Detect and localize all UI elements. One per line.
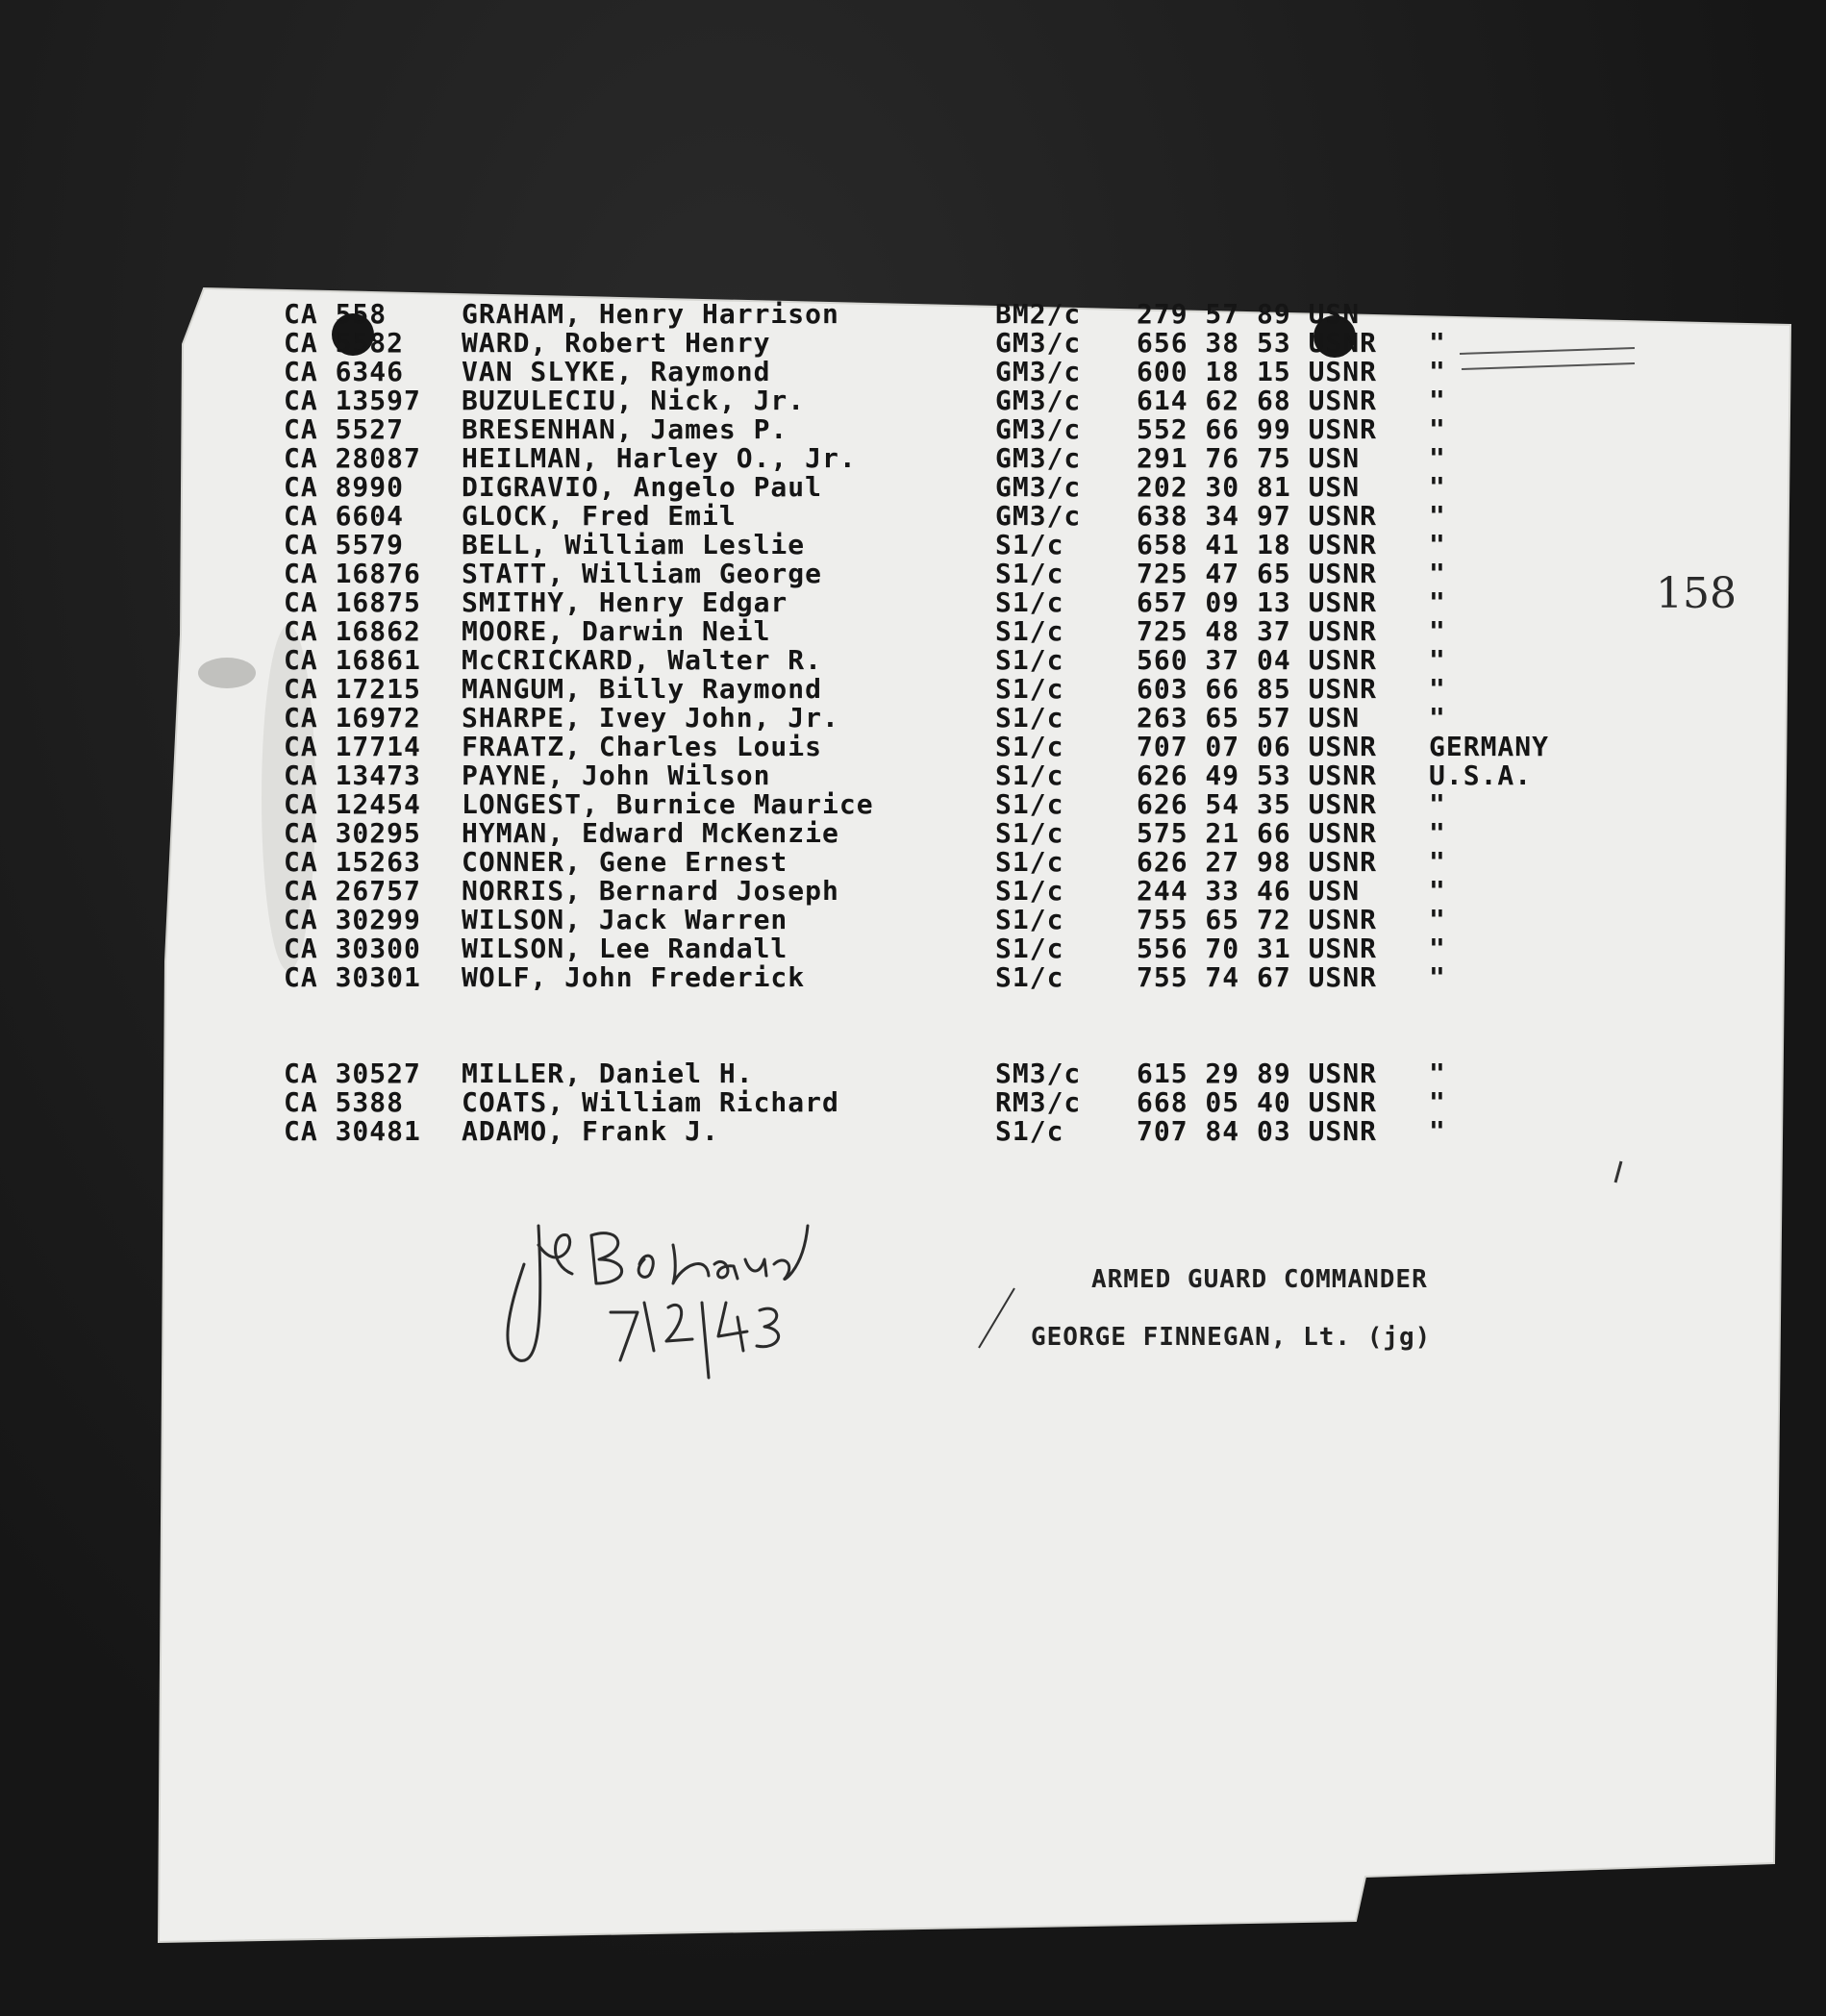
rate: GM3/c bbox=[995, 413, 1082, 445]
destination: " bbox=[1429, 1058, 1446, 1089]
crew-name: NORRIS, Bernard Joseph bbox=[462, 875, 839, 907]
service-number: CA 30299 bbox=[284, 904, 421, 935]
service-number: CA 30527 bbox=[284, 1058, 421, 1089]
crew-name: GLOCK, Fred Emil bbox=[462, 500, 737, 532]
crew-name: MOORE, Darwin Neil bbox=[462, 615, 771, 647]
commander-name: GEORGE FINNEGAN, Lt. (jg) bbox=[1031, 1323, 1432, 1352]
id-number: 291 76 75 USN bbox=[1137, 442, 1361, 474]
id-number: 600 18 15 USNR bbox=[1137, 356, 1378, 387]
destination: U.S.A. bbox=[1429, 759, 1533, 791]
rate: GM3/c bbox=[995, 356, 1082, 387]
service-number: CA 28087 bbox=[284, 442, 421, 474]
service-number: CA 30300 bbox=[284, 933, 421, 964]
id-number: 626 27 98 USNR bbox=[1137, 846, 1378, 878]
rate: S1/c bbox=[995, 615, 1064, 647]
crew-name: ADAMO, Frank J. bbox=[462, 1115, 719, 1147]
service-number: CA 5582 bbox=[284, 327, 405, 359]
id-number: 657 09 13 USNR bbox=[1137, 586, 1378, 618]
rate: S1/c bbox=[995, 702, 1064, 734]
handwritten-signature bbox=[486, 1207, 832, 1380]
rate: S1/c bbox=[995, 673, 1064, 705]
service-number: CA 5579 bbox=[284, 529, 405, 560]
rate: S1/c bbox=[995, 933, 1064, 964]
destination: " bbox=[1429, 615, 1446, 647]
service-number: CA 16875 bbox=[284, 586, 421, 618]
crew-name: SMITHY, Henry Edgar bbox=[462, 586, 788, 618]
id-number: 244 33 46 USN bbox=[1137, 875, 1361, 907]
destination: " bbox=[1429, 1086, 1446, 1118]
id-number: 615 29 89 USNR bbox=[1137, 1058, 1378, 1089]
service-number: CA 12454 bbox=[284, 788, 421, 820]
id-number: 626 49 53 USNR bbox=[1137, 759, 1378, 791]
destination: GERMANY bbox=[1429, 731, 1550, 762]
service-number: CA 5388 bbox=[284, 1086, 405, 1118]
crew-name: WOLF, John Frederick bbox=[462, 961, 806, 993]
rate: S1/c bbox=[995, 788, 1064, 820]
service-number: CA 8990 bbox=[284, 471, 405, 503]
rate: S1/c bbox=[995, 846, 1064, 878]
service-number: CA 16862 bbox=[284, 615, 421, 647]
rate: S1/c bbox=[995, 558, 1064, 589]
destination: " bbox=[1429, 327, 1446, 359]
rate: S1/c bbox=[995, 904, 1064, 935]
destination: " bbox=[1429, 933, 1446, 964]
destination: " bbox=[1429, 442, 1446, 474]
service-number: CA 30295 bbox=[284, 817, 421, 849]
service-number: CA 13597 bbox=[284, 385, 421, 416]
crew-name: LONGEST, Burnice Maurice bbox=[462, 788, 874, 820]
destination: " bbox=[1429, 817, 1446, 849]
crew-name: WARD, Robert Henry bbox=[462, 327, 771, 359]
rate: S1/c bbox=[995, 759, 1064, 791]
crew-name: BELL, William Leslie bbox=[462, 529, 806, 560]
crew-name: McCRICKARD, Walter R. bbox=[462, 644, 823, 676]
service-number: CA 30301 bbox=[284, 961, 421, 993]
rate: GM3/c bbox=[995, 500, 1082, 532]
id-number: 560 37 04 USNR bbox=[1137, 644, 1378, 676]
rate: BM2/c bbox=[995, 298, 1082, 330]
id-number: 263 65 57 USN bbox=[1137, 702, 1361, 734]
service-number: CA 16972 bbox=[284, 702, 421, 734]
crew-name: CONNER, Gene Ernest bbox=[462, 846, 788, 878]
id-number: 603 66 85 USNR bbox=[1137, 673, 1378, 705]
rate: SM3/c bbox=[995, 1058, 1082, 1089]
commander-title: ARMED GUARD COMMANDER bbox=[1091, 1265, 1428, 1294]
id-number: 656 38 53 USNR bbox=[1137, 327, 1378, 359]
destination: " bbox=[1429, 529, 1446, 560]
crew-name: MANGUM, Billy Raymond bbox=[462, 673, 823, 705]
crew-name: MILLER, Daniel H. bbox=[462, 1058, 754, 1089]
id-number: 707 07 06 USNR bbox=[1137, 731, 1378, 762]
rate: S1/c bbox=[995, 1115, 1064, 1147]
service-number: CA 558 bbox=[284, 298, 388, 330]
id-number: 202 30 81 USN bbox=[1137, 471, 1361, 503]
id-number: 725 47 65 USNR bbox=[1137, 558, 1378, 589]
id-number: 626 54 35 USNR bbox=[1137, 788, 1378, 820]
crew-name: FRAATZ, Charles Louis bbox=[462, 731, 823, 762]
id-number: 658 41 18 USNR bbox=[1137, 529, 1378, 560]
crew-name: HEILMAN, Harley O., Jr. bbox=[462, 442, 857, 474]
service-number: CA 17714 bbox=[284, 731, 421, 762]
crew-name: VAN SLYKE, Raymond bbox=[462, 356, 771, 387]
destination: " bbox=[1429, 500, 1446, 532]
id-number: 638 34 97 USNR bbox=[1137, 500, 1378, 532]
id-number: 725 48 37 USNR bbox=[1137, 615, 1378, 647]
id-number: 279 57 89 USN bbox=[1137, 298, 1361, 330]
crew-name: SHARPE, Ivey John, Jr. bbox=[462, 702, 839, 734]
id-number: 755 74 67 USNR bbox=[1137, 961, 1378, 993]
destination: " bbox=[1429, 356, 1446, 387]
crew-name: BUZULECIU, Nick, Jr. bbox=[462, 385, 806, 416]
rate: GM3/c bbox=[995, 471, 1082, 503]
crew-name: COATS, William Richard bbox=[462, 1086, 839, 1118]
rate: S1/c bbox=[995, 817, 1064, 849]
rate: S1/c bbox=[995, 961, 1064, 993]
page-number: 158 bbox=[1656, 569, 1737, 618]
service-number: CA 6604 bbox=[284, 500, 405, 532]
rate: RM3/c bbox=[995, 1086, 1082, 1118]
id-number: 614 62 68 USNR bbox=[1137, 385, 1378, 416]
rate: S1/c bbox=[995, 644, 1064, 676]
crew-name: PAYNE, John Wilson bbox=[462, 759, 771, 791]
destination: " bbox=[1429, 1115, 1446, 1147]
crew-name: WILSON, Jack Warren bbox=[462, 904, 788, 935]
rate: GM3/c bbox=[995, 385, 1082, 416]
rate: S1/c bbox=[995, 529, 1064, 560]
destination: " bbox=[1429, 846, 1446, 878]
rate: GM3/c bbox=[995, 327, 1082, 359]
id-number: 552 66 99 USNR bbox=[1137, 413, 1378, 445]
service-number: CA 5527 bbox=[284, 413, 405, 445]
rate: GM3/c bbox=[995, 442, 1082, 474]
service-number: CA 16861 bbox=[284, 644, 421, 676]
service-number: CA 17215 bbox=[284, 673, 421, 705]
crew-name: WILSON, Lee Randall bbox=[462, 933, 788, 964]
id-number: 755 65 72 USNR bbox=[1137, 904, 1378, 935]
service-number: CA 16876 bbox=[284, 558, 421, 589]
crew-name: DIGRAVIO, Angelo Paul bbox=[462, 471, 823, 503]
crew-name: HYMAN, Edward McKenzie bbox=[462, 817, 839, 849]
destination: " bbox=[1429, 413, 1446, 445]
service-number: CA 6346 bbox=[284, 356, 405, 387]
destination: " bbox=[1429, 673, 1446, 705]
service-number: CA 15263 bbox=[284, 846, 421, 878]
service-number: CA 26757 bbox=[284, 875, 421, 907]
destination: " bbox=[1429, 904, 1446, 935]
destination: " bbox=[1429, 586, 1446, 618]
destination: " bbox=[1429, 961, 1446, 993]
crew-name: BRESENHAN, James P. bbox=[462, 413, 788, 445]
destination: " bbox=[1429, 471, 1446, 503]
rate: S1/c bbox=[995, 731, 1064, 762]
service-number: CA 30481 bbox=[284, 1115, 421, 1147]
rate: S1/c bbox=[995, 586, 1064, 618]
destination: " bbox=[1429, 558, 1446, 589]
id-number: 556 70 31 USNR bbox=[1137, 933, 1378, 964]
destination: " bbox=[1429, 644, 1446, 676]
destination: " bbox=[1429, 385, 1446, 416]
rate: S1/c bbox=[995, 875, 1064, 907]
id-number: 575 21 66 USNR bbox=[1137, 817, 1378, 849]
destination: " bbox=[1429, 788, 1446, 820]
service-number: CA 13473 bbox=[284, 759, 421, 791]
crew-name: GRAHAM, Henry Harrison bbox=[462, 298, 839, 330]
crew-name: STATT, William George bbox=[462, 558, 823, 589]
destination: " bbox=[1429, 875, 1446, 907]
id-number: 668 05 40 USNR bbox=[1137, 1086, 1378, 1118]
destination: " bbox=[1429, 702, 1446, 734]
id-number: 707 84 03 USNR bbox=[1137, 1115, 1378, 1147]
